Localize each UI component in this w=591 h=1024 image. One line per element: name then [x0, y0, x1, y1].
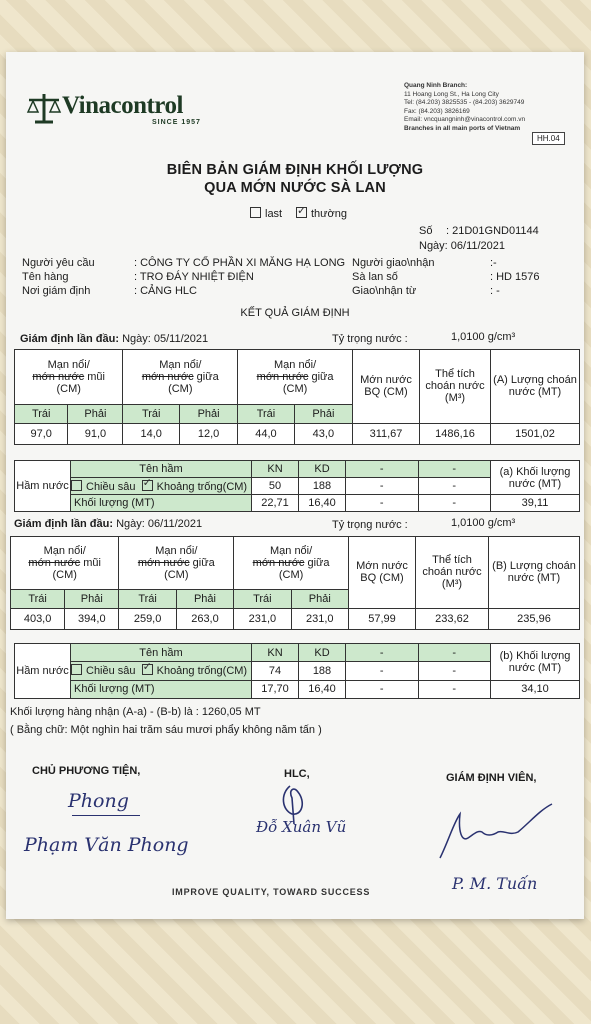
place-value: : CẢNG HLC — [134, 285, 197, 297]
dash-cell: - — [346, 680, 419, 698]
dash-cell: - — [418, 680, 491, 698]
second-draft-table — [10, 536, 580, 630]
kn-depth: 74 — [252, 662, 299, 680]
brand-since: SINCE 1957 — [152, 119, 201, 126]
measure-options: Chiều sâu ✓ Khoảng trống(CM) — [71, 478, 252, 495]
ballast-label: Hầm nước — [15, 461, 71, 512]
option-normal[interactable]: ✓ thường — [296, 207, 347, 220]
header-fore: Mạn nổi/ mớn nước mũi (CM) — [11, 537, 119, 590]
document-date: Ngày: 06/11/2021 — [419, 240, 506, 252]
value-cell: 231,0 — [291, 608, 348, 629]
header-mid-2: Mạn nổi/ mớn nước giữa (CM) — [238, 350, 353, 405]
owner-signature: Phong — [68, 790, 129, 812]
value-cell: 235,96 — [489, 608, 580, 629]
kd-mass: 16,40 — [299, 495, 346, 512]
deliver-label: Người giao\nhận — [352, 257, 435, 269]
value-cell: 14,0 — [123, 423, 180, 444]
kn-depth: 50 — [252, 478, 299, 495]
dash-cell: - — [346, 662, 419, 680]
value-cell: 263,0 — [176, 608, 233, 629]
dash-cell: - — [346, 478, 419, 495]
value-cell: 311,67 — [353, 423, 420, 444]
goods-value: : TRO ĐÁY NHIỆT ĐIỆN — [134, 271, 254, 283]
header-volume: Thể tích choán nước (M³) — [416, 537, 489, 609]
surveyor-title: GIÁM ĐỊNH VIÊN, — [446, 772, 537, 784]
place-label: Nơi giám định — [22, 285, 91, 297]
requester-label: Người yêu cầu — [22, 257, 95, 269]
value-cell: 259,0 — [119, 608, 176, 629]
kn-mass: 17,70 — [252, 680, 299, 698]
col-left: Trái — [234, 589, 291, 608]
value-cell: 1501,02 — [491, 423, 580, 444]
first-ballast-table — [14, 460, 580, 512]
from-value: : - — [490, 285, 500, 297]
number-label: Số — [419, 225, 433, 237]
kn-header: KN — [252, 644, 299, 662]
option-last[interactable]: last — [250, 207, 282, 220]
second-ballast-table — [14, 643, 580, 699]
barge-value: : HD 1576 — [490, 271, 540, 283]
value-cell: 57,99 — [349, 608, 416, 629]
dash-cell: - — [418, 461, 491, 478]
owner-name: Phạm Văn Phong — [24, 834, 189, 856]
result-title: KẾT QUẢ GIÁM ĐỊNH — [240, 307, 350, 319]
dash-cell: - — [346, 644, 419, 662]
ballast-result-label: (b) Khối lượng nước (MT) — [491, 644, 580, 681]
branch-line: Email: vncquangninh@vinacontrol.com.vn — [404, 116, 526, 123]
col-right: Phải — [180, 404, 238, 423]
scale-icon — [26, 92, 62, 126]
value-cell: 1486,16 — [420, 423, 491, 444]
col-left: Trái — [15, 404, 68, 423]
barge-label: Sà lan số — [352, 271, 398, 283]
col-left: Trái — [11, 589, 65, 608]
ballast-result: 39,11 — [491, 495, 580, 512]
header-displacement-a: (A) Lượng choán nước (MT) — [491, 350, 580, 424]
checkbox-icon — [250, 207, 261, 218]
signature-underline — [72, 815, 140, 816]
owner-title: CHỦ PHƯƠNG TIỆN, — [32, 765, 141, 777]
header-mid-2: Mạn nổi/ mớn nước giữa (CM) — [234, 537, 349, 590]
checkbox-checked-icon — [142, 480, 153, 491]
col-left: Trái — [238, 404, 295, 423]
kd-header: KD — [299, 644, 346, 662]
measure-options: Chiều sâu ✓ Khoảng trống(CM) — [71, 662, 252, 680]
col-right: Phải — [65, 589, 119, 608]
col-left: Trái — [119, 589, 176, 608]
doc-title-line1: BIÊN BẢN GIÁM ĐỊNH KHỐI LƯỢNG — [166, 162, 424, 178]
requester-value: : CÔNG TY CỔ PHẦN XI MĂNG HẠ LONG — [134, 257, 346, 269]
header-displacement-b: (B) Lượng choán nước (MT) — [489, 537, 580, 609]
goods-label: Tên hàng — [22, 271, 69, 283]
dash-cell: - — [418, 644, 491, 662]
dash-cell: - — [418, 495, 491, 512]
value-cell: 231,0 — [234, 608, 291, 629]
doc-title-line2: QUA MỚN NƯỚC SÀ LAN — [204, 180, 386, 196]
branch-line: Fax: (84.203) 3826169 — [404, 107, 470, 115]
surveyor-name: P. M. Tuấn — [452, 874, 538, 893]
header-fore: Mạn nổi/ mớn nước mũi (CM) — [15, 350, 123, 405]
dash-cell: - — [418, 662, 491, 680]
kd-depth: 188 — [299, 662, 346, 680]
value-cell: 44,0 — [238, 423, 295, 444]
survey-document — [6, 52, 584, 919]
second-survey-label: Giám định lần đầu: — [14, 518, 114, 530]
deliver-value: :- — [490, 257, 497, 269]
second-density-label: Tỷ trọng nước : — [332, 519, 408, 531]
branch-line: Quang Ninh Branch: — [404, 82, 468, 89]
branch-line: 11 Hoang Long St., Ha Long City — [404, 90, 499, 98]
kd-depth: 188 — [299, 478, 346, 495]
mass-label: Khối lượng (MT) — [71, 495, 252, 512]
first-survey-heading — [20, 333, 208, 345]
kn-header: KN — [252, 461, 299, 478]
value-cell: 394,0 — [65, 608, 119, 629]
checkbox-icon — [71, 664, 82, 675]
quantity-in-words: ( Bằng chữ: Một nghìn hai trăm sáu mươi phẩy không năm tấn ) — [10, 724, 322, 736]
hlc-name: Đỗ Xuân Vũ — [256, 818, 347, 836]
second-density: 1,0100 g/cm³ — [451, 517, 516, 529]
dash-cell: - — [418, 478, 491, 495]
footer-slogan: IMPROVE QUALITY, TOWARD SUCCESS — [172, 887, 371, 897]
dash-cell: - — [346, 461, 419, 478]
col-left: Trái — [123, 404, 180, 423]
value-cell: 43,0 — [294, 423, 352, 444]
branch-info — [404, 82, 525, 133]
checkbox-checked-icon — [296, 207, 307, 218]
vinacontrol-logo — [26, 92, 201, 131]
first-survey-label: Giám định lần đầu: — [20, 333, 120, 345]
branch-line: Branches in all main ports of Vietnam — [404, 124, 521, 132]
col-right: Phải — [294, 404, 352, 423]
document-number: : 21D01GND01144 — [446, 225, 539, 237]
value-cell: 91,0 — [68, 423, 123, 444]
header-avg-draft: Mớn nước BQ (CM) — [353, 350, 420, 424]
ballast-result: 34,10 — [491, 680, 580, 698]
ballast-label: Hầm nước — [15, 644, 71, 699]
from-label: Giao\nhận từ — [352, 285, 417, 297]
value-cell: 403,0 — [11, 608, 65, 629]
tank-name-header: Tên hầm — [71, 644, 252, 662]
brand-name: Vinacontrol — [62, 92, 183, 119]
tank-name-header: Tên hầm — [71, 461, 252, 478]
kd-mass: 16,40 — [299, 680, 346, 698]
checkbox-checked-icon — [142, 664, 153, 675]
kd-header: KD — [299, 461, 346, 478]
col-right: Phải — [68, 404, 123, 423]
checkbox-icon — [71, 480, 82, 491]
net-quantity: Khối lượng hàng nhận (A-a) - (B-b) là : 1260,05 MT — [10, 706, 261, 718]
header-avg-draft: Mớn nước BQ (CM) — [349, 537, 416, 609]
first-survey-date: Ngày: 05/11/2021 — [122, 333, 209, 345]
second-survey-heading — [14, 518, 202, 530]
ballast-result-label: (a) Khối lượng nước (MT) — [491, 461, 580, 495]
col-right: Phải — [291, 589, 348, 608]
header-mid-1: Mạn nổi/ mớn nước giữa (CM) — [119, 537, 234, 590]
surveyor-signature — [434, 802, 554, 862]
first-density: 1,0100 g/cm³ — [451, 331, 516, 343]
branch-line: Tel: (84.203) 3825535 - (84.203) 3629749 — [404, 99, 525, 106]
header-volume: Thể tích choán nước (M³) — [420, 350, 491, 424]
first-density-label: Tỷ trọng nước : — [332, 333, 408, 345]
col-right: Phải — [176, 589, 233, 608]
first-draft-table — [14, 349, 580, 445]
hlc-title: HLC, — [284, 768, 310, 780]
second-survey-date: Ngày: 06/11/2021 — [116, 518, 203, 530]
form-code: HH.04 — [532, 132, 565, 145]
dash-cell: - — [346, 495, 419, 512]
value-cell: 233,62 — [416, 608, 489, 629]
value-cell: 97,0 — [15, 423, 68, 444]
mass-label: Khối lượng (MT) — [71, 680, 252, 698]
kn-mass: 22,71 — [252, 495, 299, 512]
header-mid-1: Mạn nổi/ mớn nước giữa (CM) — [123, 350, 238, 405]
value-cell: 12,0 — [180, 423, 238, 444]
